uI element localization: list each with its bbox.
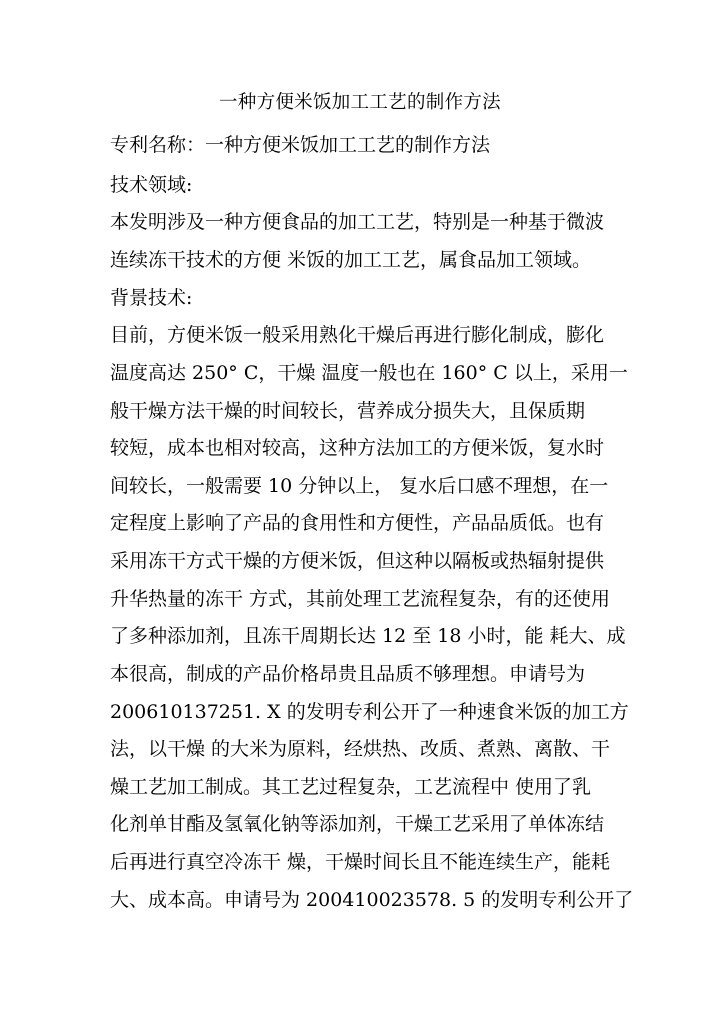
section-heading-technical-field: 技术领域: xyxy=(110,174,193,196)
body-line: 200610137251. X 的发明专利公开了一种速食米饭的加工方 xyxy=(110,701,629,723)
section-heading-background: 背景技术: xyxy=(110,287,193,309)
body-line: 法，以干燥 的大米为原料，经烘热、改质、煮熟、离散、干 xyxy=(110,738,611,760)
body-line: 采用冻干方式干燥的方便米饭，但这种以隔板或热辐射提供 xyxy=(110,550,605,572)
body-line: 本很高，制成的产品价格昂贵且品质不够理想。申请号为 xyxy=(110,663,586,685)
body-line: 了多种添加剂，且冻干周期长达 12 至 18 小时，能 耗大、成 xyxy=(110,625,626,647)
body-line: 化剂单甘酯及氢氧化钠等添加剂，干燥工艺采用了单体冻结 xyxy=(110,813,605,835)
body-line: 大、成本高。申请号为 200410023578. 5 的发明专利公开了 xyxy=(110,889,634,911)
body-line: 目前，方便米饭一般采用熟化干燥后再进行膨化制成，膨化 xyxy=(110,324,605,346)
body-line: 升华热量的冻干 方式，其前处理工艺流程复杂，有的还使用 xyxy=(110,588,611,610)
body-line: 定程度上影响了产品的食用性和方便性，产品品质低。也有 xyxy=(110,512,605,534)
body-line: 般干燥方法干燥的时间较长，营养成分损失大，且保质期 xyxy=(110,400,586,422)
body-line: 燥工艺加工制成。其工艺过程复杂，工艺流程中 使用了乳 xyxy=(110,776,592,798)
body-line: 后再进行真空冷冻干 燥，干燥时间长且不能连续生产，能耗 xyxy=(110,851,611,873)
body-line: 连续冻干技术的方便 米饭的加工工艺，属食品加工领域。 xyxy=(110,249,592,271)
body-line: 温度高达 250° C，干燥 温度一般也在 160° C 以上，采用一 xyxy=(110,362,628,384)
body-line: 本发明涉及一种方便食品的加工工艺，特别是一种基于微波 xyxy=(110,211,605,233)
body-line: 较短，成本也相对较高，这种方法加工的方便米饭，复水时 xyxy=(110,437,605,459)
document-title: 一种方便米饭加工工艺的制作方法 xyxy=(218,92,501,113)
body-line: 间较长，一般需要 10 分钟以上， 复水后口感不理想，在一 xyxy=(110,475,609,497)
patent-name-line: 专利名称：一种方便米饭加工工艺的制作方法 xyxy=(110,134,491,156)
